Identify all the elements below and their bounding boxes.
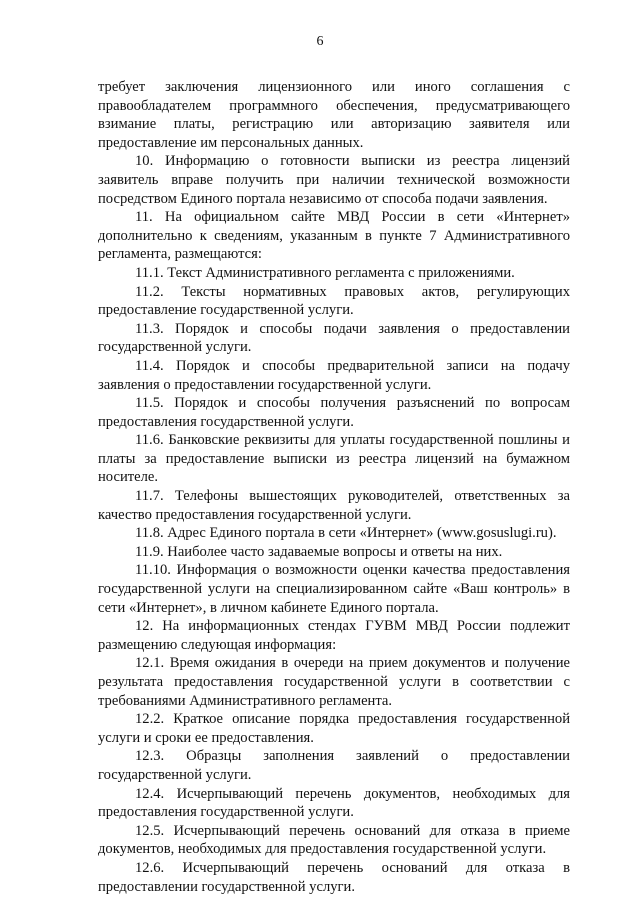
paragraph-11-8: 11.8. Адрес Единого портала в сети «Интернет» (www.gosuslugi.ru).	[135, 525, 557, 542]
paragraph-11: 11. На официальном сайте МВД России в сети «Интернет» дополнительно к сведениям, указанным в пункте 7 Административного регламента, размещаются:	[98, 209, 570, 263]
paragraph-12-3: 12.3. Образцы заполнения заявлений о предоставлении государственной услуги.	[98, 748, 570, 783]
paragraph-11-2: 11.2. Тексты нормативных правовых актов, регулирующих предоставление государственной услуги.	[98, 283, 570, 319]
paragraph-10: 10. Информацию о готовности выписки из реестра лицензий заявитель вправе получить при наличии технической возможности посредством Единого портала независимо от способа подачи заявления.	[98, 153, 570, 207]
paragraph-11-9: 11.9. Наиболее часто задаваемые вопросы и ответы на них.	[135, 543, 503, 560]
paragraph-12-1: 12.1. Время ожидания в очереди на прием документов и получение результата предоставления государственной услуги в соответствии с требованиями Административного регламента.	[98, 655, 570, 709]
paragraph-11-1: 11.1. Текст Административного регламента с приложениями.	[135, 264, 515, 281]
paragraph-11-7: 11.7. Телефоны вышестоящих руководителей, ответственных за качество предоставления государственной услуги.	[98, 488, 570, 523]
paragraph-11-5: 11.5. Порядок и способы получения разъяснений по вопросам предоставления государственной услуги.	[98, 395, 570, 430]
paragraph-11-10: 11.10. Информация о возможности оценки качества предоставления государственной услуги на специализированном сайте «Ваш контроль» в сети «Интернет», в личном кабинете Единого портала.	[98, 562, 570, 616]
paragraph-11-4: 11.4. Порядок и способы предварительной записи на подачу заявления о предоставлении государственной услуги.	[98, 357, 570, 393]
paragraph-12-2: 12.2. Краткое описание порядка предоставления государственной услуги и сроки ее предоставления.	[98, 711, 570, 746]
paragraph-continuation: требует заключения лицензионного или иного соглашения с правообладателем программного обеспечения, предусматривающего взимание платы, регистрацию или авторизацию заявителя или предоставление им персональных данных.	[98, 79, 570, 151]
paragraph-11-6: 11.6. Банковские реквизиты для уплаты государственной пошлины и платы за предоставление выписки из реестра лицензий на бумажном носителе.	[98, 432, 570, 486]
page-number: 6	[316, 34, 324, 49]
paragraph-12-5: 12.5. Исчерпывающий перечень оснований для отказа в приеме документов, необходимых для предоставления государственной услуги.	[98, 822, 570, 858]
document-body	[98, 78, 570, 896]
paragraph-12: 12. На информационных стендах ГУВМ МВД России подлежит размещению следующая информация:	[98, 618, 570, 653]
paragraph-11-3: 11.3. Порядок и способы подачи заявления о предоставлении государственной услуги.	[98, 320, 570, 356]
paragraph-12-4: 12.4. Исчерпывающий перечень документов, необходимых для предоставления государственной услуги.	[98, 785, 570, 821]
paragraph-12-6: 12.6. Исчерпывающий перечень оснований для отказа в предоставлении государственной услуги.	[98, 859, 570, 895]
